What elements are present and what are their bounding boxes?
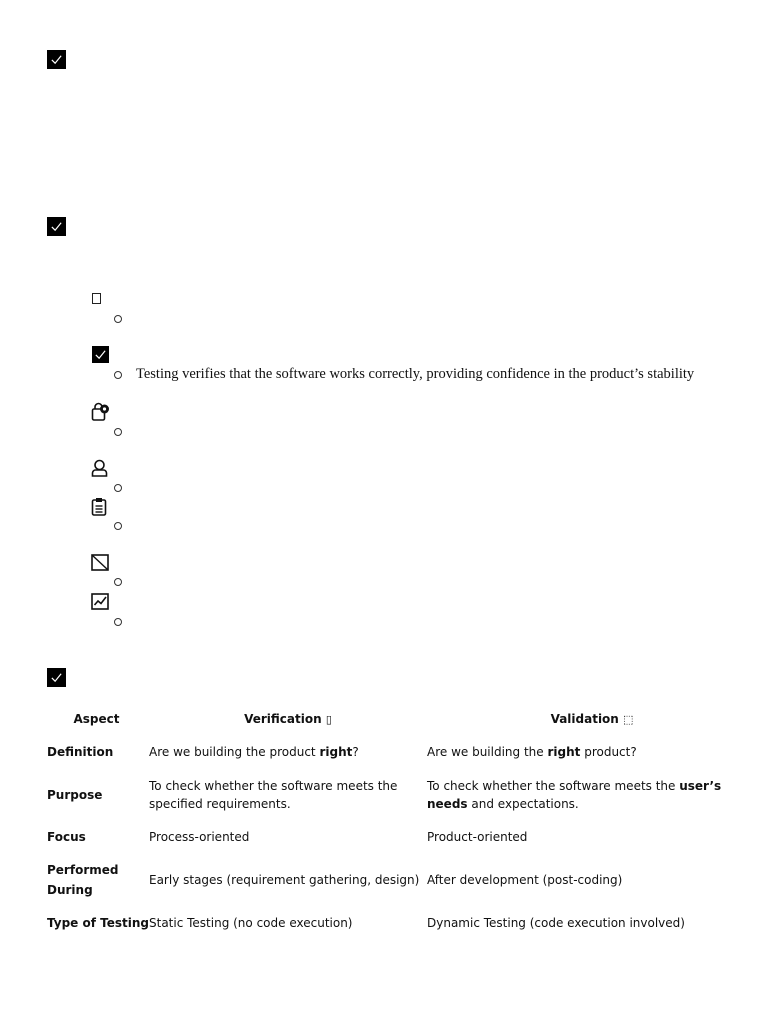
picture-frame-icon <box>91 554 109 571</box>
missing-glyph-icon: ▯ <box>325 713 332 726</box>
header-aspect: Aspect <box>73 712 120 726</box>
header-verification: Verification ▯ <box>244 712 332 726</box>
table-row <box>44 734 757 770</box>
row-validation: To check whether the software meets the user’s needs and expectations. <box>427 779 722 811</box>
row-validation: After development (post-coding) <box>427 873 623 887</box>
row-aspect: Performed During <box>47 863 119 897</box>
row-validation: Are we building the right product? <box>427 745 637 759</box>
table-row <box>44 906 757 940</box>
list-bullet <box>114 428 122 436</box>
table-row <box>44 854 757 906</box>
clipboard-icon <box>91 497 107 516</box>
row-aspect: Definition <box>47 745 114 759</box>
row-verification: Early stages (requirement gathering, design) <box>149 873 420 887</box>
gear-lock-icon <box>91 402 110 422</box>
header-validation: Validation ⬚ <box>550 712 634 726</box>
table-row <box>44 770 757 820</box>
row-aspect: Type of Testing <box>47 916 149 930</box>
list-bullet <box>114 371 122 379</box>
row-aspect: Purpose <box>47 788 103 802</box>
list-bullet <box>114 522 122 530</box>
row-verification: Process-oriented <box>149 830 250 844</box>
list-bullet <box>114 315 122 323</box>
list-item-text: Testing verifies that the software works correctly, providing confidence in the product’s stability <box>136 366 695 382</box>
missing-glyph-icon <box>92 293 101 304</box>
missing-glyph-icon: ⬚ <box>623 713 634 726</box>
table-row <box>44 820 757 854</box>
list-bullet <box>114 618 122 626</box>
row-verification: To check whether the software meets the specified requirements. <box>149 779 398 811</box>
table-header-row <box>44 704 757 734</box>
comparison-table <box>44 704 757 940</box>
row-validation: Dynamic Testing (code execution involved) <box>427 916 685 930</box>
row-aspect: Focus <box>47 830 86 844</box>
check-mark-icon <box>47 668 66 687</box>
person-icon <box>91 459 108 477</box>
check-mark-icon <box>47 50 66 69</box>
check-mark-icon <box>47 217 66 236</box>
chart-check-icon <box>91 593 109 610</box>
row-verification: Static Testing (no code execution) <box>149 916 353 930</box>
row-verification: Are we building the product right? <box>149 745 359 759</box>
row-validation: Product-oriented <box>427 830 528 844</box>
list-bullet <box>114 484 122 492</box>
check-mark-icon <box>92 346 109 363</box>
list-bullet <box>114 578 122 586</box>
